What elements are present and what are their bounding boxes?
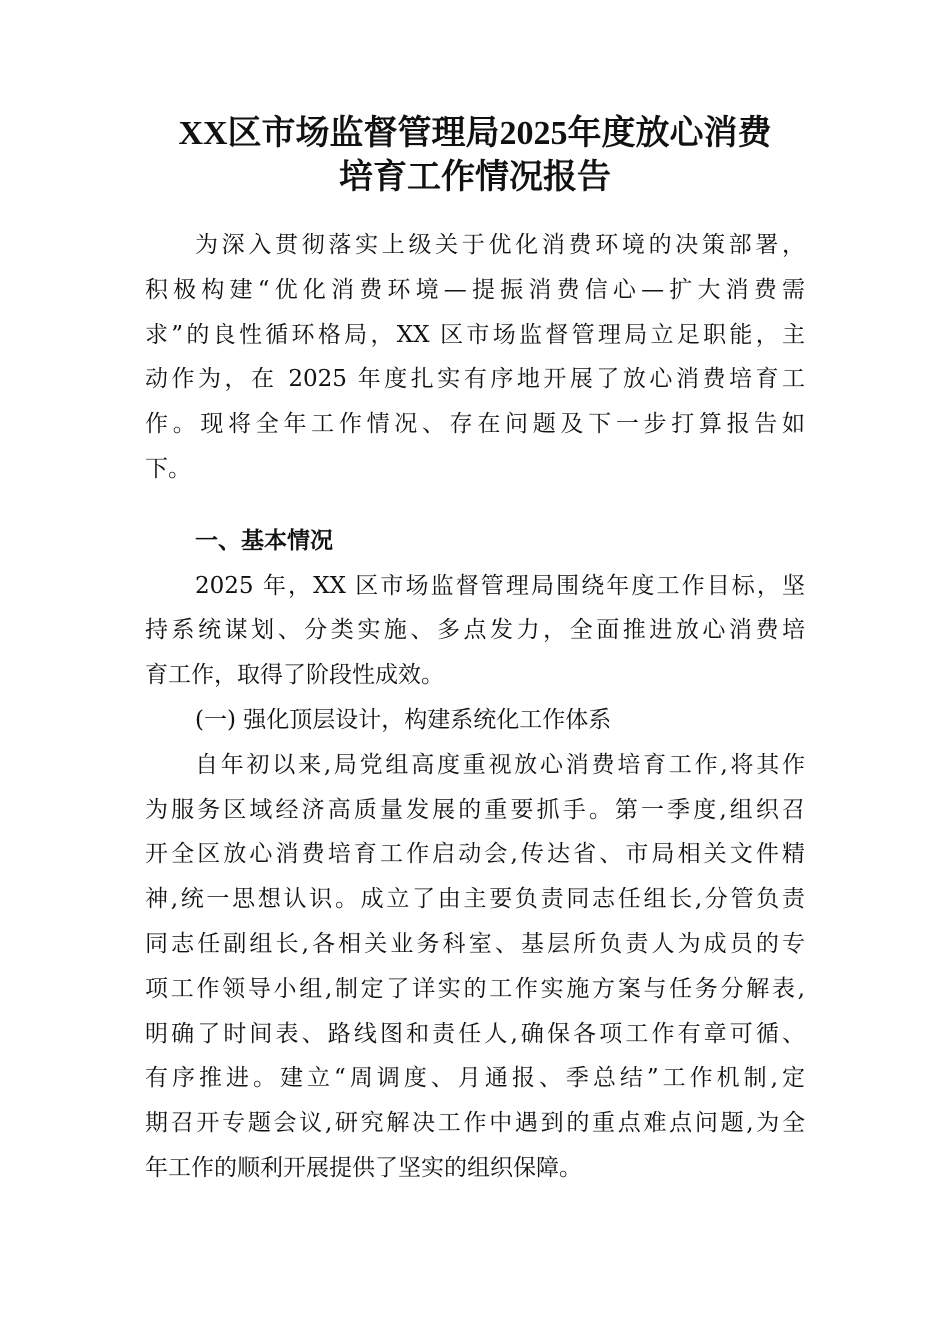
title-line-2: 培育工作情况报告	[339, 159, 611, 196]
paragraph-line: 育工作，取得了阶段性成效。	[145, 662, 444, 689]
paragraph	[145, 564, 805, 698]
paragraph-line: 有序推进。建立“周调度、月通报、季总结”工作机制,定	[145, 1065, 805, 1092]
paragraph-line: 求”的良性循环格局，XX 区市场监督管理局立足职能，主	[145, 321, 805, 348]
paragraph	[145, 743, 805, 1191]
paragraph-line: 开全区放心消费培育工作启动会,传达省、市局相关文件精	[145, 841, 805, 868]
paragraph-line: 期召开专题会议,研究解决工作中遇到的重点难点问题,为全	[145, 1110, 805, 1137]
paragraph-line: 动作为，在 2025 年度扎实有序地开展了放心消费培育工	[145, 366, 805, 393]
paragraph-line: 下。	[145, 455, 191, 482]
paragraph-line: 积极构建“优化消费环境—提振消费信心—扩大消费需	[145, 276, 805, 303]
document-title	[0, 112, 950, 200]
paragraph	[145, 223, 805, 492]
paragraph-line: 项工作领导小组,制定了详实的工作实施方案与任务分解表,	[145, 975, 805, 1002]
paragraph-line: 2025 年，XX 区市场监督管理局围绕年度工作目标，坚	[195, 572, 805, 599]
paragraph-line: 作。现将全年工作情况、存在问题及下一步打算报告如	[145, 411, 805, 438]
paragraph-line: 神,统一思想认识。成立了由主要负责同志任组长,分管负责	[145, 886, 805, 913]
document-body	[145, 223, 805, 1191]
paragraph-line: 为服务区域经济高质量发展的重要抓手。第一季度,组织召	[145, 796, 805, 823]
paragraph-line: 持系统谋划、分类实施、多点发力，全面推进放心消费培	[145, 617, 805, 644]
paragraph-line: 自年初以来,局党组高度重视放心消费培育工作,将其作	[195, 751, 805, 778]
subsection-heading: (一) 强化顶层设计，构建系统化工作体系	[195, 706, 612, 733]
paragraph-line: 明确了时间表、路线图和责任人,确保各项工作有章可循、	[145, 1020, 805, 1047]
section-heading: 一、基本情况	[195, 527, 333, 554]
paragraph-line: 同志任副组长,各相关业务科室、基层所负责人为成员的专	[145, 930, 805, 957]
paragraph-line: 年工作的顺利开展提供了坚实的组织保障。	[145, 1154, 582, 1181]
title-line-1: XX区市场监督管理局2025年度放心消费	[178, 115, 772, 152]
paragraph-line: 为深入贯彻落实上级关于优化消费环境的决策部署，	[195, 232, 805, 258]
